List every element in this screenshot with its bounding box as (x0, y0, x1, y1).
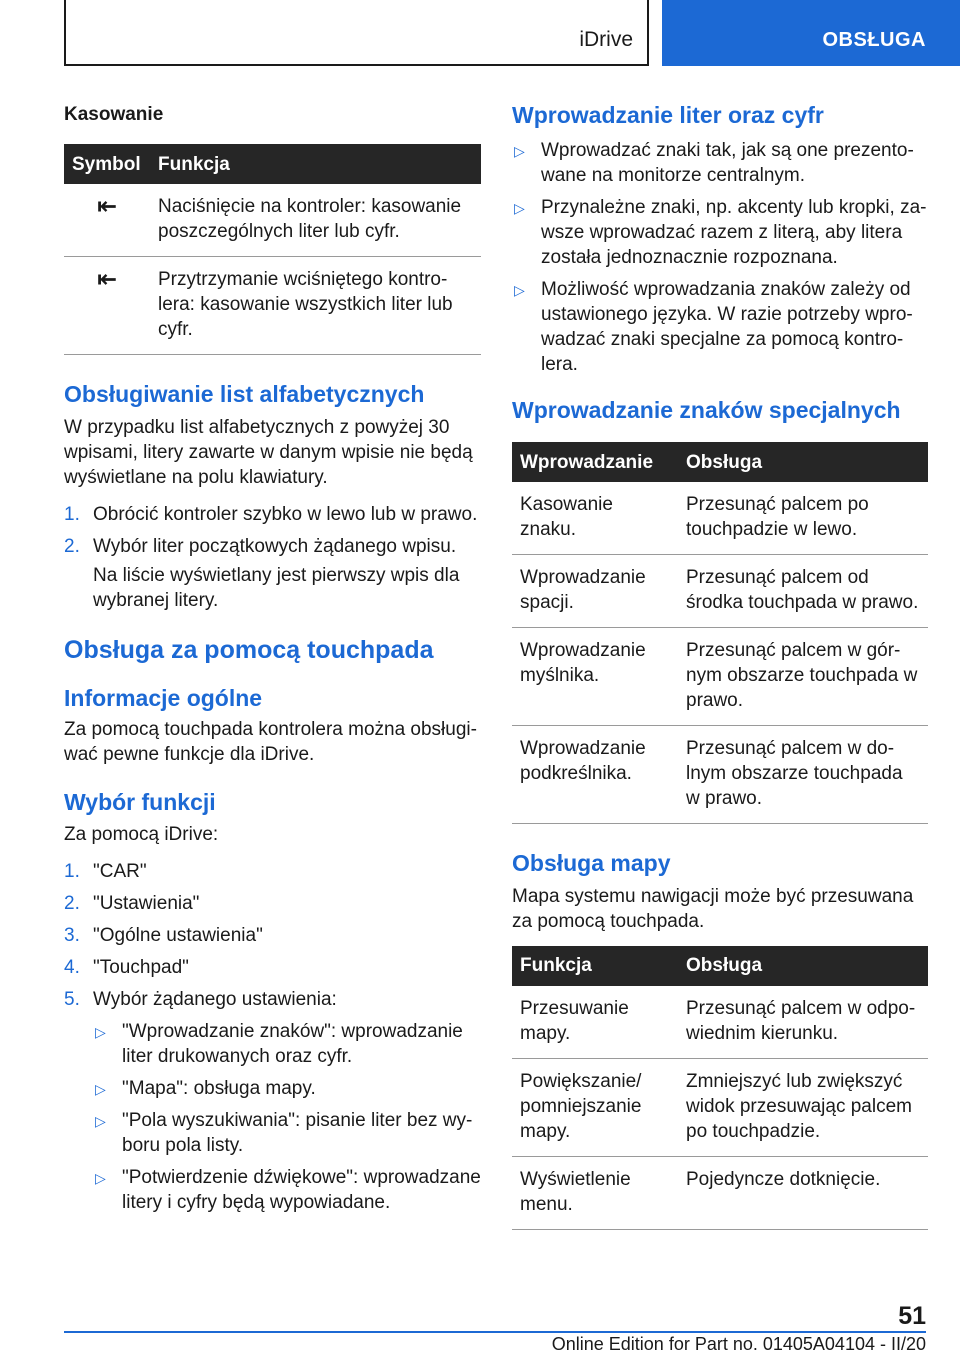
triangle-bullet-icon: ▷ (514, 199, 525, 216)
table-cell: Wprowadzanie spacji. (512, 555, 678, 628)
table-row (512, 1156, 928, 1229)
table-cell: Przesuwanie mapy. (512, 986, 678, 1059)
table-cell: Kasowanie znaku. (512, 482, 678, 555)
list-item (64, 987, 481, 1012)
touchpad-title: Obsługa za pomocą touchpada (64, 635, 434, 664)
setting-options-list (93, 1019, 481, 1215)
step-text: "Touchpad" (93, 956, 189, 978)
page-number: 51 (898, 1302, 926, 1330)
header-box (64, 0, 649, 66)
map-title: Obsługa mapy (512, 850, 671, 877)
header-section-label: iDrive (579, 28, 633, 51)
delete-back-icon: ⇤ (96, 266, 118, 293)
special-chars-title: Wprowadzanie znaków specjalnych (512, 396, 901, 423)
list-item (93, 1076, 481, 1101)
alpha-lists-body: W przypadku list alfabetycznych z powyżej 30 wpisami, litery zawarte w danym wpisie nie będą wyświetlane na polu klawiatury. (64, 416, 473, 488)
delete-symbol-table (64, 144, 481, 355)
header-chapter-label: OBSŁUGA (822, 29, 926, 51)
step-number: 4. (64, 956, 80, 978)
table-row (64, 257, 481, 355)
table-cell: Zmniejszyć lub zwiększyć widok przesuwając palcem po touchpadzie. (678, 1058, 928, 1156)
table-header-row (512, 946, 928, 986)
table-header-row (64, 144, 481, 184)
list-item (64, 502, 481, 527)
delete-back-icon: ⇤ (96, 193, 118, 220)
step-number: 1. (64, 860, 80, 882)
table-header-cell: Funkcja (150, 144, 481, 184)
list-item (64, 534, 481, 559)
table-cell: Wprowadzanie podkreślnika. (512, 726, 678, 824)
footer-divider (64, 1331, 926, 1333)
table-cell: Wprowadzanie myślnika. (512, 628, 678, 726)
table-row (512, 1058, 928, 1156)
table-header-cell: Obsługa (678, 442, 928, 482)
general-info-title: Informacje ogólne (64, 684, 263, 711)
table-cell: Przesunąć palcem od środka touchpada w prawo. (678, 555, 928, 628)
alpha-steps-list (64, 502, 481, 559)
header-chapter-tab[interactable] (662, 0, 960, 66)
step-text: Wybór liter początkowych żądanego wpisu. (93, 535, 457, 557)
map-body: Mapa systemu nawigacji może być przesuwana za pomocą touchpada. (512, 885, 914, 932)
item-text: Wprowadzać znaki tak, jak są one prezentowane na monitorze centralnym. (541, 139, 914, 186)
list-item (512, 277, 928, 377)
step-text: Wybór żądanego ustawienia: (93, 988, 337, 1010)
table-cell: Przesunąć palcem w odpowiednim kierunku. (678, 986, 928, 1059)
table-row (512, 555, 928, 628)
list-item (93, 1019, 481, 1069)
table-header-cell: Wprowadzanie (512, 442, 678, 482)
table-cell: Powiększanie/ pomniejszanie mapy. (512, 1058, 678, 1156)
list-item (512, 138, 928, 188)
triangle-bullet-icon: ▷ (95, 1080, 106, 1097)
step-number: 3. (64, 924, 80, 946)
list-item (93, 1165, 481, 1215)
option-text: "Wprowadzanie znaków": wprowadzanie liter drukowanych oraz cyfr. (122, 1020, 463, 1067)
option-text: "Pola wyszukiwania": pisanie liter bez wyboru pola listy. (122, 1109, 473, 1156)
table-header-row (512, 442, 928, 482)
list-item (64, 955, 481, 980)
table-row (512, 726, 928, 824)
function-select-title: Wybór funkcji (64, 789, 216, 816)
table-header-cell: Symbol (64, 144, 150, 184)
option-text: "Potwierdzenie dźwiękowe": wprowadzane litery i cyfry będą wypowiadane. (122, 1166, 481, 1213)
left-column (64, 100, 481, 1222)
table-cell-symbol (64, 257, 150, 355)
table-header-cell: Obsługa (678, 946, 928, 986)
table-cell: Przesunąć palcem w górnym obszarze touchpada w prawo. (678, 628, 928, 726)
list-item (64, 923, 481, 948)
right-column (512, 100, 928, 1230)
table-cell: Wyświetlenie menu. (512, 1156, 678, 1229)
table-row (512, 986, 928, 1059)
table-cell: Pojedyncze dotknięcie. (678, 1156, 928, 1229)
table-row (64, 184, 481, 257)
step-text: Obrócić kontroler szybko w lewo lub w prawo. (93, 503, 478, 525)
map-table (512, 946, 928, 1230)
table-cell: Naciśnięcie na kontroler: kasowanie poszczególnych liter lub cyfr. (150, 184, 481, 257)
triangle-bullet-icon: ▷ (95, 1023, 106, 1040)
step-number: 1. (64, 503, 80, 525)
list-item (64, 859, 481, 884)
enter-letters-title: Wprowadzanie liter oraz cyfr (512, 102, 824, 128)
table-cell: Przytrzymanie wciśniętego kontrolera: kasowanie wszystkich liter lub cyfr. (150, 257, 481, 355)
step-text: "CAR" (93, 860, 147, 882)
triangle-bullet-icon: ▷ (514, 142, 525, 159)
step-number: 5. (64, 988, 80, 1010)
option-text: "Mapa": obsługa mapy. (122, 1077, 316, 1099)
list-item (93, 1108, 481, 1158)
table-cell: Przesunąć palcem po touchpadzie w lewo. (678, 482, 928, 555)
function-select-intro: Za pomocą iDrive: (64, 823, 219, 845)
triangle-bullet-icon: ▷ (514, 281, 525, 298)
list-item (64, 891, 481, 916)
table-header-cell: Funkcja (512, 946, 678, 986)
list-item (512, 195, 928, 270)
triangle-bullet-icon: ▷ (95, 1169, 106, 1186)
special-chars-table (512, 442, 928, 824)
kasowanie-heading: Kasowanie (64, 104, 164, 125)
general-info-body: Za pomocą touchpada kontrolera można obsługiwać pewne funkcje dla iDrive. (64, 719, 477, 766)
table-row (512, 482, 928, 555)
item-text: Przynależne znaki, np. akcenty lub kropki, zawsze wprowadzać razem z literą, aby litera została jednoznacznie rozpoznana. (541, 196, 927, 268)
table-row (512, 628, 928, 726)
step-number: 2. (64, 535, 80, 557)
function-steps-list (64, 859, 481, 1012)
item-text: Możliwość wprowadzania znaków zależy od ustawionego języka. W razie potrzeby wprowadzać znaki specjalne za pomocą kontrolera. (541, 278, 913, 375)
footer-edition-text: Online Edition for Part no. 01405A04104 - II/20 (551, 1334, 926, 1354)
triangle-bullet-icon: ▷ (95, 1112, 106, 1129)
step-text: "Ogólne ustawienia" (93, 924, 263, 946)
enter-letters-list (512, 138, 928, 377)
table-cell: Przesunąć palcem w dolnym obszarze touchpada w prawo. (678, 726, 928, 824)
step-text: "Ustawienia" (93, 892, 200, 914)
alpha-note: Na liście wyświetlany jest pierwszy wpis dla wybranej litery. (93, 564, 460, 611)
alpha-lists-title: Obsługiwanie list alfabetycznych (64, 381, 425, 407)
step-number: 2. (64, 892, 80, 914)
table-cell-symbol (64, 184, 150, 257)
